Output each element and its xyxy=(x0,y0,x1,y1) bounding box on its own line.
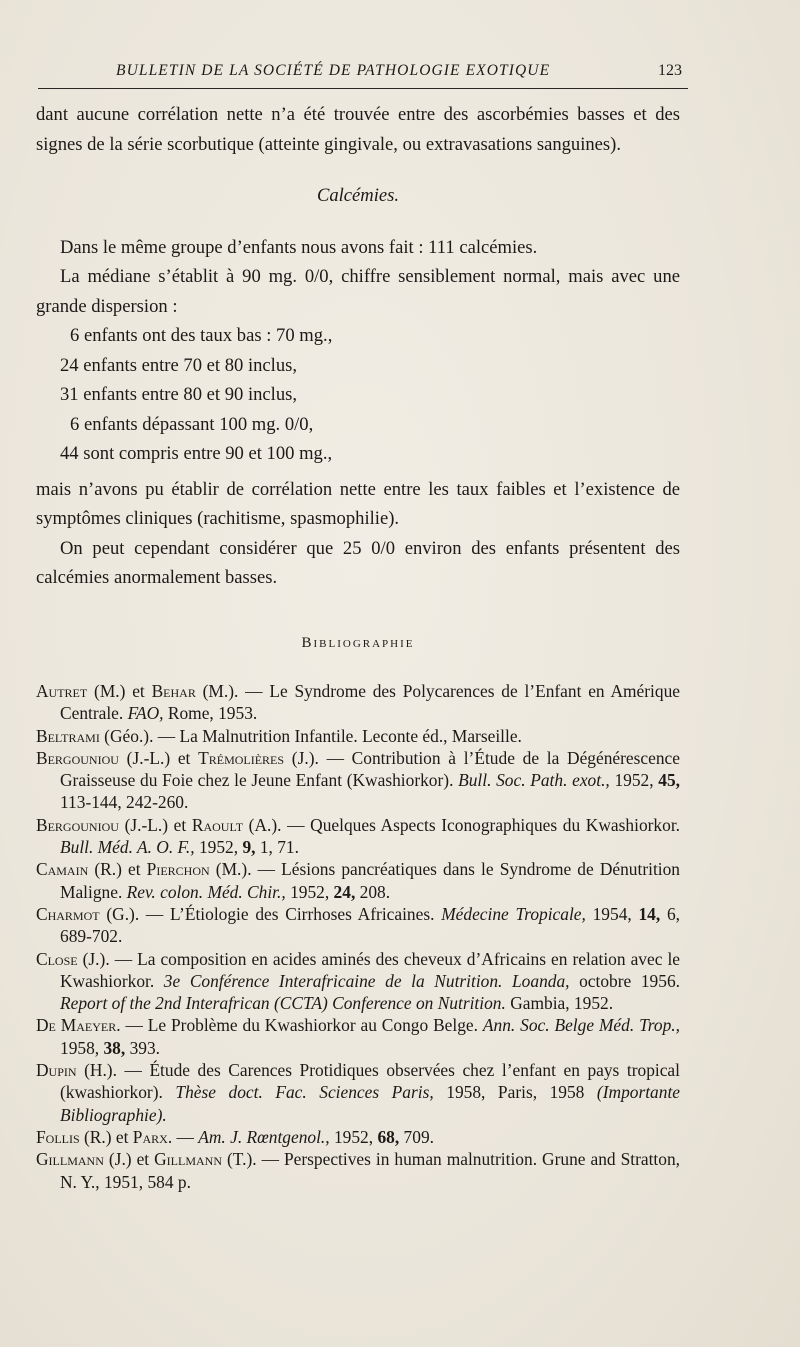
intro-paragraph: dant aucune corrélation nette n’a été trouvée entre des ascorbémies basses et des signes de la série scorbutique (atteinte gingivale, ou extravasations sanguines). xyxy=(36,104,680,155)
calcemies-paragraph-1: Dans le même groupe d’enfants nous avons fait : 111 calcémies. xyxy=(60,236,538,258)
page-number: 123 xyxy=(658,62,682,79)
bibliography-entry: Gillmann (J.) et Gillmann (T.). — Perspectives in human malnutrition. Grune and Stratton, N. Y., 1951, 584 p. xyxy=(36,1149,680,1192)
bibliography-entry: Dupin (H.). — Étude des Carences Protidiques observées chez l’enfant en pays tropical (kwashiorkor). Thèse doct. Fac. Sciences Paris, 1958, Paris, 1958 (Importante Bibliographie). xyxy=(36,1060,680,1125)
bibliography-entry: Follis (R.) et Parx. — Am. J. Rœntgenol., 1952, 68, 709. xyxy=(36,1126,434,1147)
body-text xyxy=(36,100,680,1193)
list-item: 31 enfants entre 80 et 90 inclus, xyxy=(60,384,298,405)
calcemies-list xyxy=(36,321,680,469)
bibliography-entry: Autret (M.) et Behar (M.). — Le Syndrome des Polycarences de l’Enfant en Amérique Centrale. FAO, Rome, 1953. xyxy=(36,681,680,724)
calcemies-paragraph-4: On peut cependant considérer que 25 0/0 environ des enfants présentent des calcémies anormalement basses. xyxy=(36,537,680,588)
bibliography-entry: Close (J.). — La composition en acides aminés des cheveux d’Africains en relation avec le Kwashiorkor. 3e Conférence Interafricaine de la Nutrition. Loanda, octobre 1956. Report of the 2nd Interafrican (CCTA) Conference on Nutrition. Gambia, 1952. xyxy=(36,948,680,1014)
bibliography-entry: Bergouniou (J.-L.) et Raoult (A.). — Quelques Aspects Iconographiques du Kwashiorkor. Bull. Méd. A. O. F., 1952, 9, 1, 71. xyxy=(36,814,680,858)
list-item: 6 enfants dépassant 100 mg. 0/0, xyxy=(70,413,314,435)
bibliography-entry: Bergouniou (J.-L.) et Trémolières (J.). — Contribution à l’Étude de la Dégénérescence Graisseuse du Foie chez le Jeune Enfant (Kwashiorkor). Bull. Soc. Path. exot., 1952, 45, 113-144, 242-260. xyxy=(36,747,680,813)
list-item: 6 enfants ont des taux bas : 70 mg., xyxy=(70,325,333,346)
running-title: BULLETIN DE LA SOCIÉTÉ DE PATHOLOGIE EXOTIQUE xyxy=(116,62,551,79)
section-title: Calcémies. xyxy=(316,185,400,206)
bibliography-title: Bibliographie xyxy=(301,634,415,651)
running-header xyxy=(38,62,688,89)
bibliography-entry: De Maeyer. — Le Problème du Kwashiorkor au Congo Belge. Ann. Soc. Belge Méd. Trop., 1958, 38, 393. xyxy=(36,1015,681,1058)
calcemies-paragraph-2: La médiane s’établit à 90 mg. 0/0, chiffre sensiblement normal, mais avec une grande dispersion : xyxy=(36,266,680,317)
calcemies-paragraph-3: mais n’avons pu établir de corrélation nette entre les taux faibles et l’existence de symptômes cliniques (rachitisme, spasmophilie). xyxy=(36,478,680,529)
bibliography-list xyxy=(36,680,680,1193)
bibliography-entry: Charmot (G.). — L’Étiologie des Cirrhoses Africaines. Médecine Tropicale, 1954, 14, 6, 689-702. xyxy=(36,903,680,947)
bibliography-entry: Beltrami (Géo.). — La Malnutrition Infantile. Leconte éd., Marseille. xyxy=(36,725,522,746)
list-item: 44 sont compris entre 90 et 100 mg., xyxy=(60,443,333,464)
list-item: 24 enfants entre 70 et 80 inclus, xyxy=(60,354,298,376)
bibliography-entry: Camain (R.) et Pierchon (M.). — Lésions pancréatiques dans le Syndrome de Dénutrition Maligne. Rev. colon. Méd. Chir., 1952, 24, 208. xyxy=(36,859,680,902)
